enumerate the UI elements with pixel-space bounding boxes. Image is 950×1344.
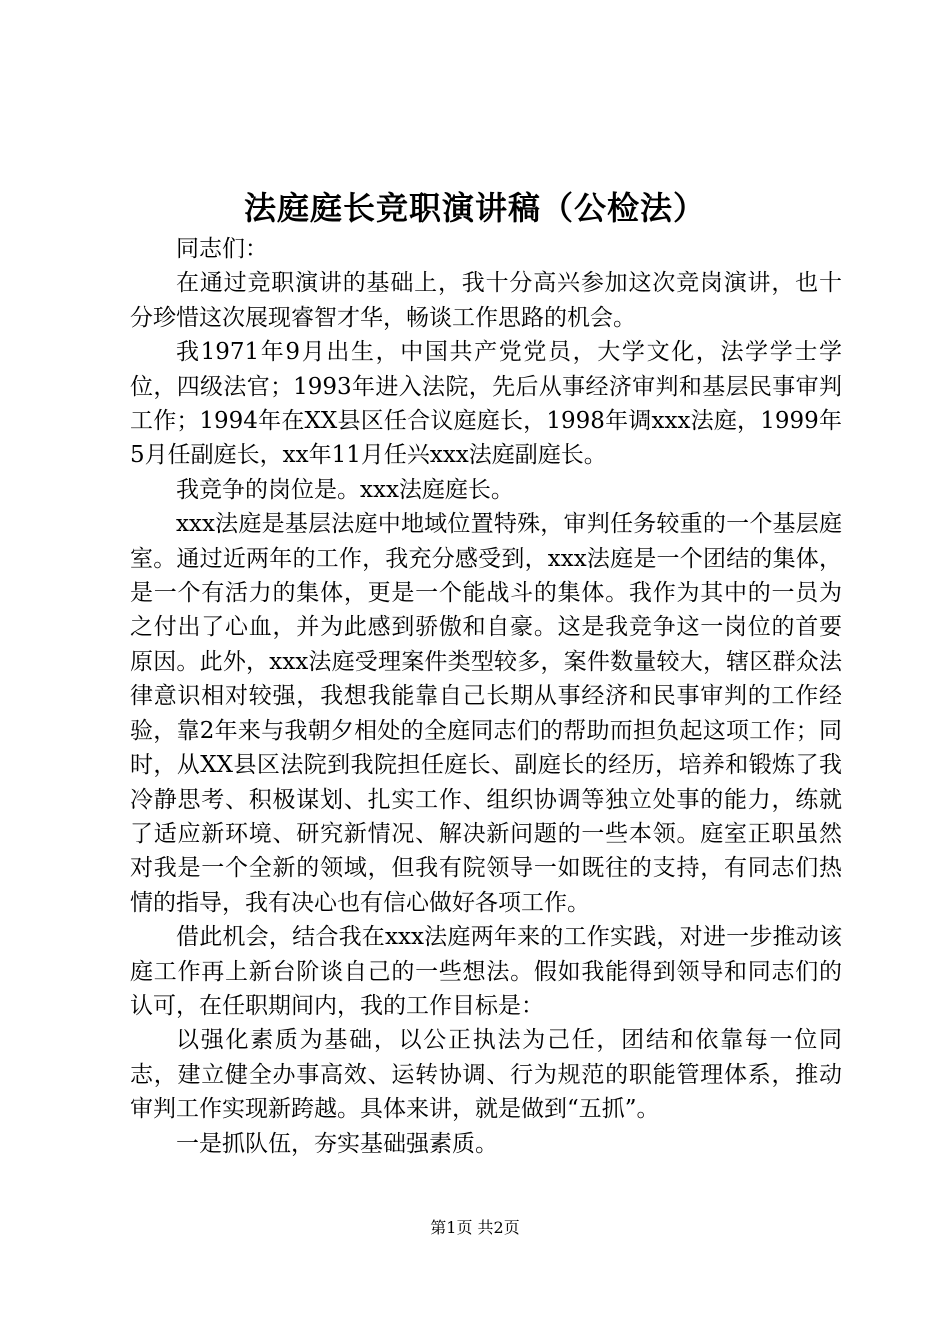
paragraph-first-point: 一是抓队伍，夯实基础强素质。 xyxy=(176,1130,498,1157)
document-body xyxy=(130,232,842,1161)
document-title: 法庭庭长竞职演讲稿（公检法） xyxy=(243,189,706,227)
paragraph-reasons: xxx法庭是基层法庭中地域位置特殊，审判任务较重的一个基层庭室。通过近两年的工作，我充分感受到，xxx法庭是一个团结的集体，是一个有活力的集体，更是一个能战斗的集体。我作为其中的一员为之付出了心血，并为此感到骄傲和自豪。这是我竞争这一岗位的首要原因。此外，xxx法庭受理案件类型较多，案件数量较大，辖区群众法律意识相对较强，我想我能靠自己长期从事经济和民事审判的工作经验，靠2年来与我朝夕相处的全庭同志们的帮助而担负起这项工作；同时，从XX县区法院到我院担任庭长、副庭长的经历，培养和锻炼了我冷静思考、积极谋划、扎实工作、组织协调等独立处事的能力，练就了适应新环境、研究新情况、解决新问题的一些本领。庭室正职虽然对我是一个全新的领域，但我有院领导一如既往的支持，有同志们热情的指导，我有决心也有信心做好各项工作。 xyxy=(130,511,842,916)
paragraph-background: 我1971年9月出生，中国共产党党员，大学文化，法学学士学位，四级法官；1993年进入法院，先后从事经济审判和基层民事审判工作；1994年在XX县区任合议庭庭长，1998年调xxx法庭，1999年5月任副庭长，xx年11月任兴xxx法庭副庭长。 xyxy=(130,339,842,469)
page-footer: 第1页 共2页 xyxy=(430,1218,520,1237)
paragraph-position: 我竞争的岗位是。xxx法庭庭长。 xyxy=(176,476,514,503)
paragraph-opening: 在通过竞职演讲的基础上，我十分高兴参加这次竞岗演讲，也十分珍惜这次展现睿智才华，畅谈工作思路的机会。 xyxy=(130,270,842,331)
paragraph-goals-intro: 借此机会，结合我在xxx法庭两年来的工作实践，对进一步推动该庭工作再上新台阶谈自己的一些想法。假如我能得到领导和同志们的认可，在任职期间内，我的工作目标是： xyxy=(130,924,842,1019)
paragraph-salutation: 同志们： xyxy=(176,236,268,262)
paragraph-goals: 以强化素质为基础，以公正执法为己任，团结和依靠每一位同志，建立健全办事高效、运转协调、行为规范的职能管理体系，推动审判工作实现新跨越。具体来讲，就是做到“五抓”。 xyxy=(130,1027,842,1123)
